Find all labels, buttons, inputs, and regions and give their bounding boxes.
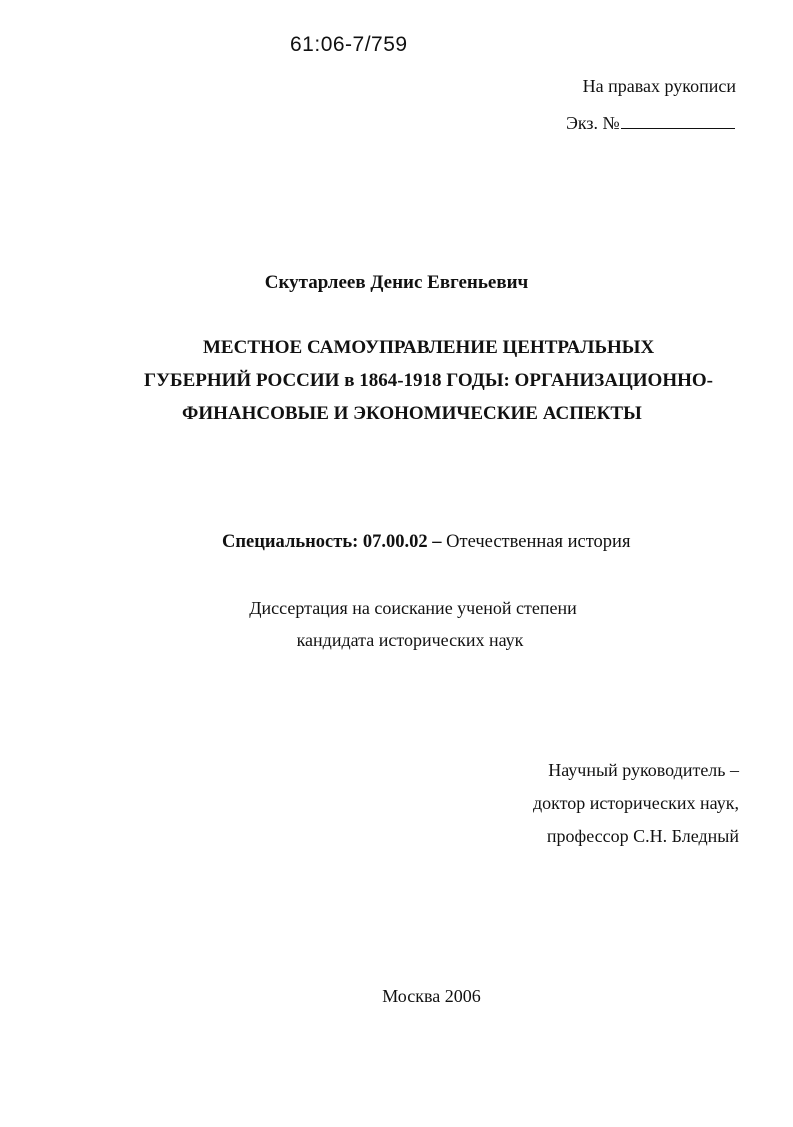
city-year: Москва 2006 — [382, 986, 481, 1006]
specialty-value: Отечественная история — [446, 532, 631, 552]
supervisor-line-1: Научный руководитель – — [548, 760, 739, 780]
title-line-1: МЕСТНОЕ САМОУПРАВЛЕНИЕ ЦЕНТРАЛЬНЫХ — [203, 337, 655, 358]
title-line-2: ГУБЕРНИЙ РОССИИ в 1864-1918 ГОДЫ: ОРГАНИЗАЦИОННО- — [144, 370, 713, 391]
dissertation-line-2: кандидата исторических наук — [296, 630, 524, 650]
author-name: Скутарлеев Денис Евгеньевич — [264, 272, 529, 293]
copy-number-blank — [621, 110, 735, 129]
title-line-3: ФИНАНСОВЫЕ И ЭКОНОМИЧЕСКИЕ АСПЕКТЫ — [182, 403, 642, 424]
copy-number-line — [566, 110, 735, 134]
supervisor-line-2: доктор исторических наук, — [533, 793, 739, 813]
dissertation-line-1: Диссертация на соискание ученой степени — [249, 598, 577, 618]
specialty-label: Специальность: 07.00.02 – — [222, 532, 442, 552]
rights-note: На правах рукописи — [582, 76, 736, 96]
copy-number-label: Экз. № — [566, 113, 620, 133]
specialty-line — [222, 532, 630, 553]
supervisor-line-3: профессор С.Н. Бледный — [546, 826, 739, 846]
library-stamp-code: 61:06-7/759 — [290, 33, 408, 56]
